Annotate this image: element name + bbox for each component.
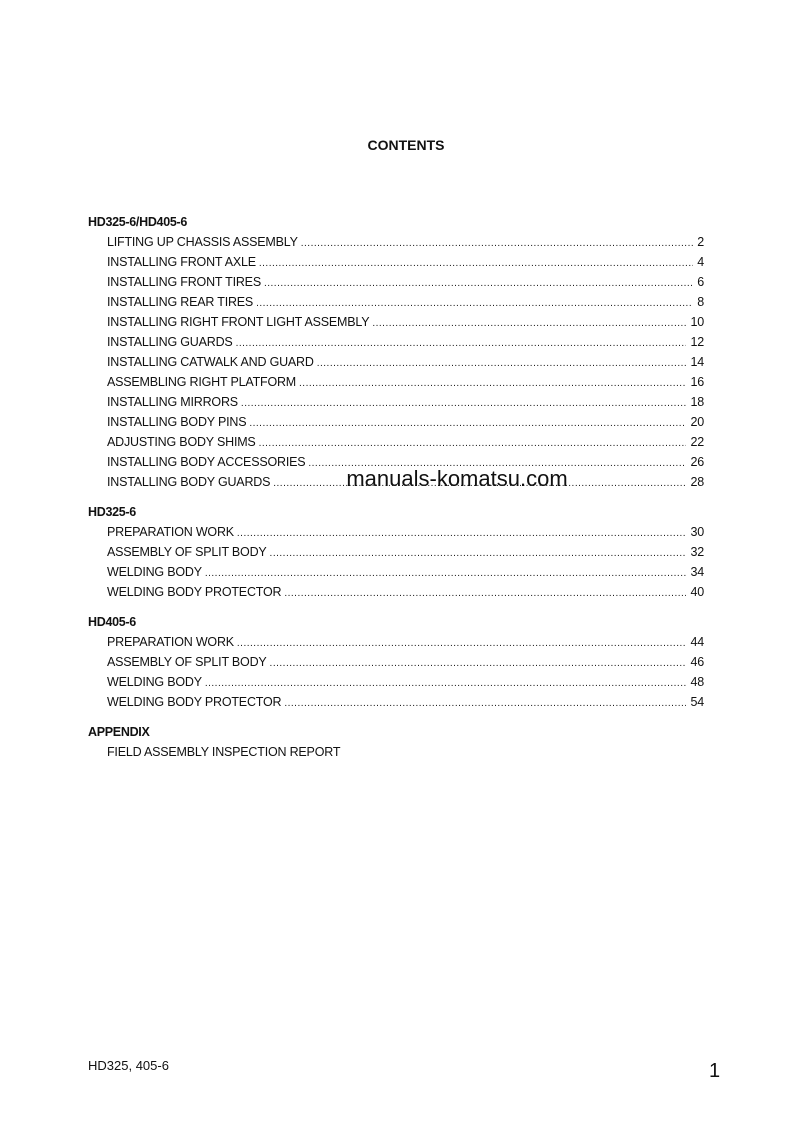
dot-leader [205,674,687,694]
toc-entry[interactable] [88,312,704,332]
entry-label: WELDING BODY PROTECTOR [107,695,282,709]
toc-entry[interactable] [88,392,704,412]
toc-entry[interactable] [88,632,704,652]
entry-page-number: 6 [697,275,704,289]
dot-leader [270,544,687,564]
toc-entry[interactable] [88,292,704,312]
section-heading: HD325-6/HD405-6 [88,215,188,229]
section-heading: HD405-6 [88,615,136,629]
entry-page-number: 46 [690,655,704,669]
dot-leader [205,564,687,584]
toc-section [88,502,704,602]
dot-leader [299,374,686,394]
table-of-contents [88,212,704,772]
toc-section [88,612,704,712]
toc-entry[interactable] [88,332,704,352]
entry-page-number: 12 [690,335,704,349]
entry-page-number: 32 [690,545,704,559]
entry-page-number: 30 [690,525,704,539]
entry-label: INSTALLING FRONT TIRES [107,275,261,289]
entry-page-number: 54 [690,695,704,709]
toc-entry[interactable] [88,522,704,542]
entry-label: WELDING BODY PROTECTOR [107,585,282,599]
toc-entry[interactable] [88,432,704,452]
entry-page-number: 2 [697,235,704,249]
dot-leader [301,234,694,254]
toc-entry[interactable] [88,692,704,712]
entry-label: INSTALLING MIRRORS [107,395,238,409]
toc-entry[interactable] [88,232,704,252]
toc-entry[interactable] [88,562,704,582]
dot-leader [284,584,686,604]
entry-label: INSTALLING BODY GUARDS [107,475,271,489]
toc-section [88,212,704,492]
dot-leader [284,694,686,714]
entry-page-number: 8 [697,295,704,309]
toc-entry[interactable] [88,742,704,762]
toc-entry[interactable] [88,352,704,372]
section-heading: HD325-6 [88,505,136,519]
entry-label: ASSEMBLY OF SPLIT BODY [107,655,267,669]
entry-page-number: 14 [690,355,704,369]
dot-leader [241,394,687,414]
entry-page-number: 44 [690,635,704,649]
entry-page-number: 26 [690,455,704,469]
page-title: CONTENTS [367,137,445,153]
entry-label: INSTALLING BODY PINS [107,415,247,429]
entry-page-number: 10 [690,315,704,329]
entry-page-number: 4 [697,255,704,269]
dot-leader [256,294,693,314]
entry-label: ASSEMBLING RIGHT PLATFORM [107,375,297,389]
watermark: manuals-komatsu.com [346,466,568,491]
toc-entry[interactable] [88,252,704,272]
toc-section [88,722,704,762]
dot-leader [237,634,687,654]
toc-entry[interactable] [88,412,704,432]
entry-label: ADJUSTING BODY SHIMS [107,435,256,449]
entry-label: PREPARATION WORK [107,635,234,649]
dot-leader [237,524,687,544]
entry-label: WELDING BODY [107,675,202,689]
toc-entry[interactable] [88,582,704,602]
entry-page-number: 22 [690,435,704,449]
toc-entry[interactable] [88,372,704,392]
dot-leader [264,274,693,294]
entry-page-number: 20 [690,415,704,429]
entry-label: INSTALLING GUARDS [107,335,233,349]
dot-leader [270,654,687,674]
entry-label: FIELD ASSEMBLY INSPECTION REPORT [107,745,341,759]
entry-page-number: 48 [690,675,704,689]
dot-leader [317,354,687,374]
entry-label: ASSEMBLY OF SPLIT BODY [107,545,267,559]
section-heading: APPENDIX [88,725,150,739]
entry-page-number: 18 [690,395,704,409]
toc-entry[interactable] [88,542,704,562]
toc-entry[interactable] [88,652,704,672]
entry-page-number: 28 [690,475,704,489]
entry-label: INSTALLING RIGHT FRONT LIGHT ASSEMBLY [107,315,370,329]
entry-page-number: 40 [690,585,704,599]
dot-leader [372,314,686,334]
page-number: 1 [709,1060,721,1082]
entry-page-number: 16 [690,375,704,389]
entry-label: LIFTING UP CHASSIS ASSEMBLY [107,235,298,249]
dot-leader [259,434,687,454]
entry-label: INSTALLING REAR TIRES [107,295,254,309]
entry-label: WELDING BODY [107,565,202,579]
entry-label: PREPARATION WORK [107,525,234,539]
entry-label: INSTALLING BODY ACCESSORIES [107,455,306,469]
toc-entry[interactable] [88,672,704,692]
toc-entry[interactable] [88,272,704,292]
footer-model: HD325, 405-6 [88,1058,169,1073]
entry-page-number: 34 [690,565,704,579]
entry-label: INSTALLING FRONT AXLE [107,255,256,269]
dot-leader [249,414,686,434]
entry-label: INSTALLING CATWALK AND GUARD [107,355,314,369]
dot-leader [236,334,687,354]
dot-leader [259,254,693,274]
